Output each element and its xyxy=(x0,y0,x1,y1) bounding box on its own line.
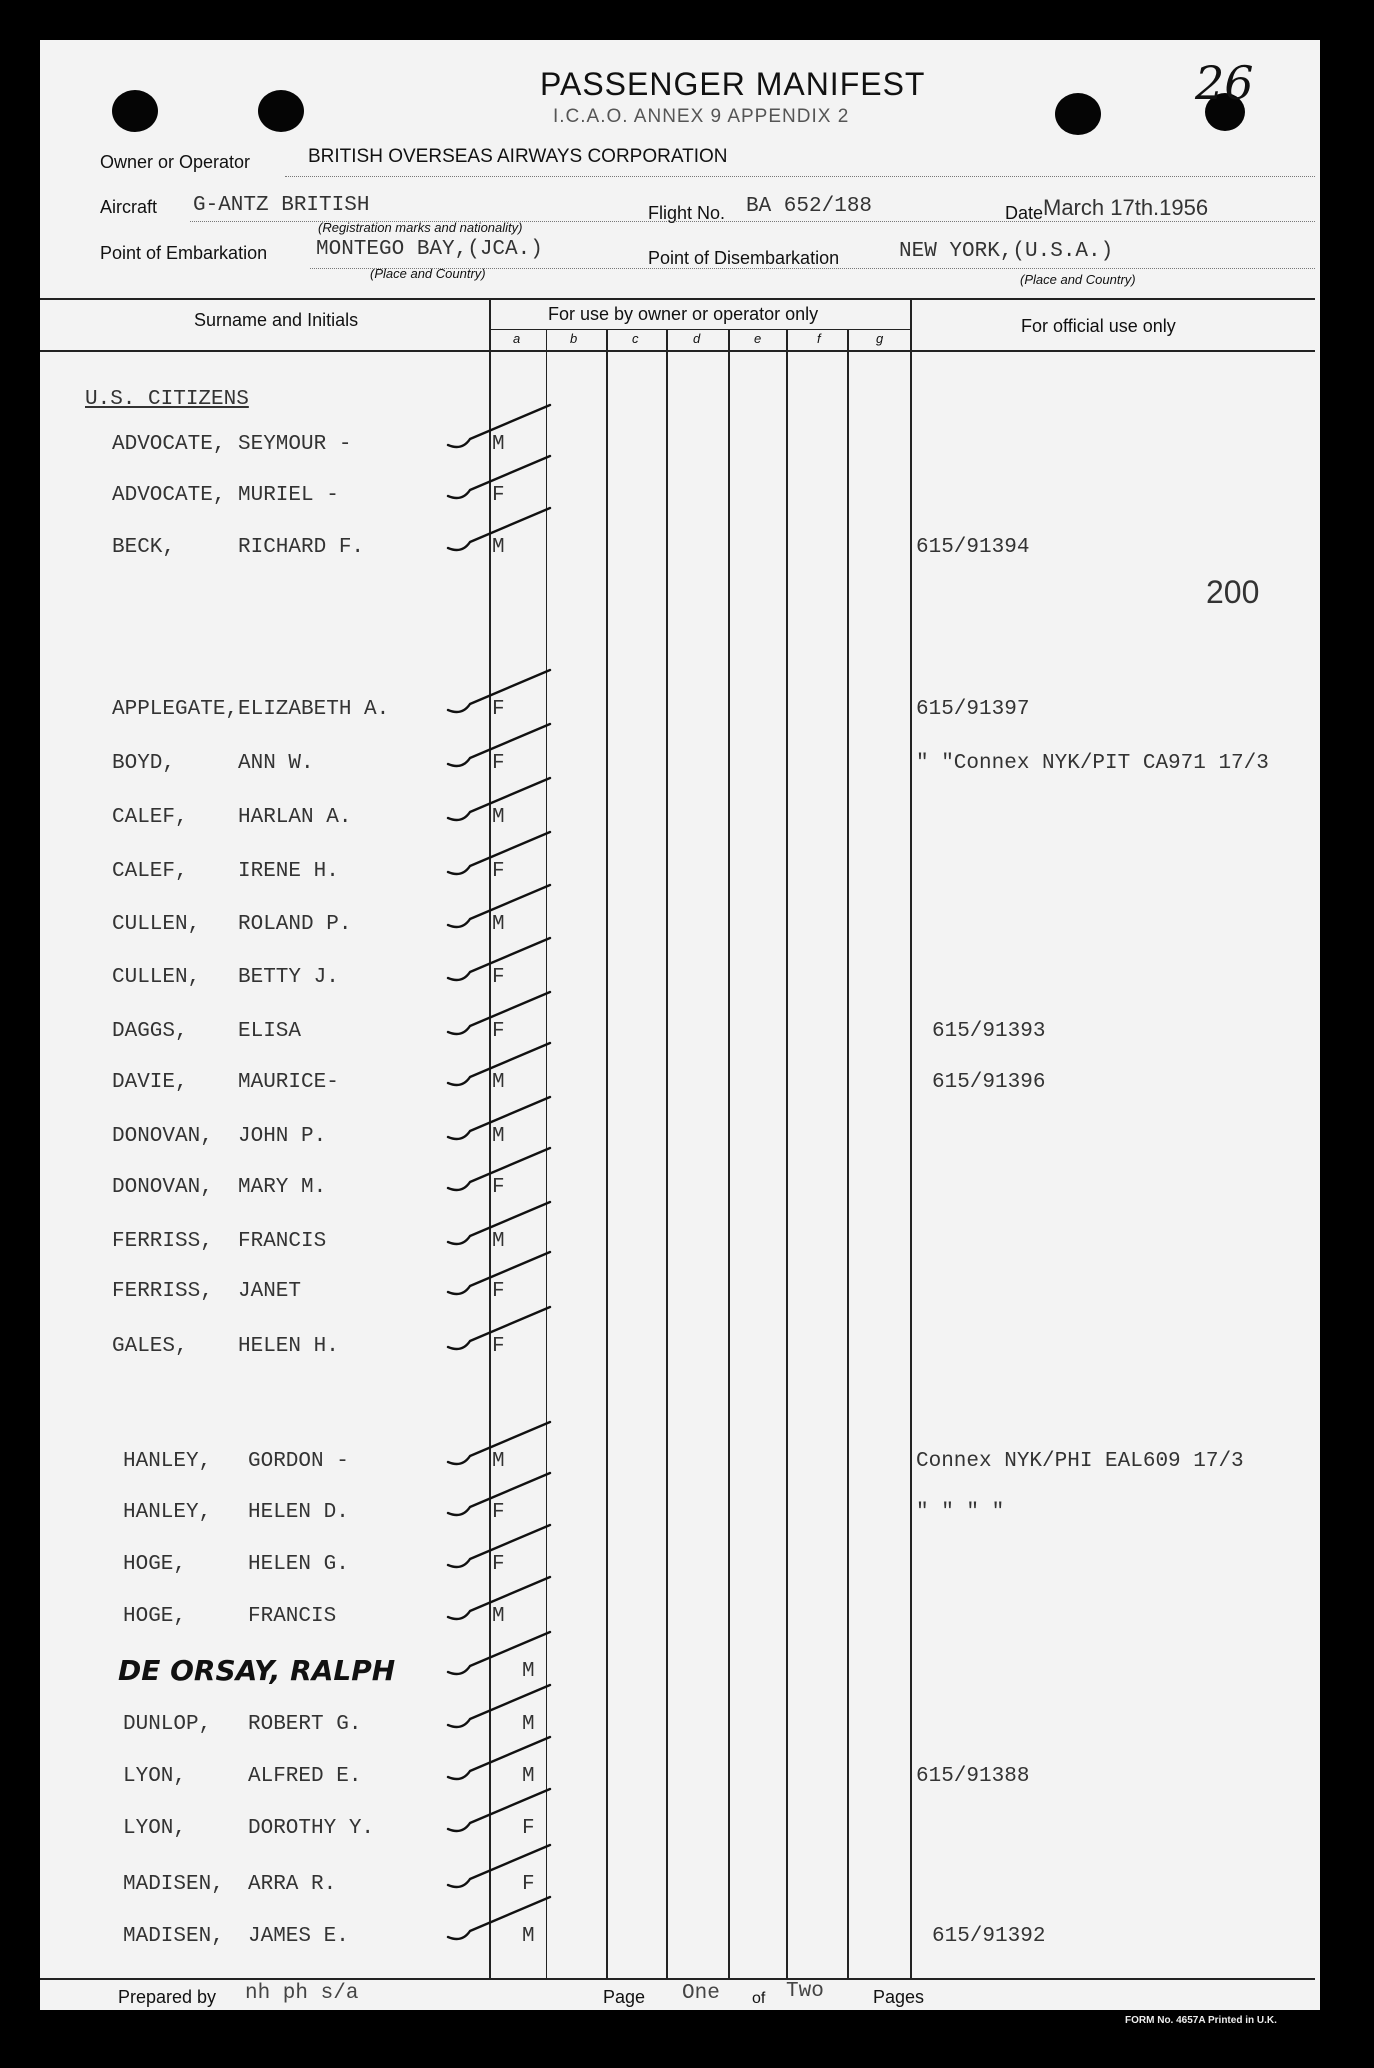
disembarkation-label: Point of Disembarkation xyxy=(648,248,840,268)
passenger-initials: ELIZABETH A. xyxy=(238,698,390,721)
aircraft-line xyxy=(190,221,1315,222)
passenger-surname: LYON, xyxy=(123,1817,187,1840)
passenger-sex: F xyxy=(522,1873,535,1896)
passenger-row xyxy=(0,806,1374,842)
passenger-sex: M xyxy=(492,1605,505,1628)
date-value: March 17th.1956 xyxy=(1043,195,1209,220)
passenger-sex: M xyxy=(492,1125,505,1148)
passenger-sex: F xyxy=(492,698,505,721)
passenger-sex: F xyxy=(492,1501,505,1524)
prepared-by-value: nh ph s/a xyxy=(245,1982,359,2005)
aircraft-value: G-ANTZ BRITISH xyxy=(193,194,370,217)
passenger-initials: ROLAND P. xyxy=(238,913,352,936)
check-mark-icon xyxy=(440,1731,560,1791)
passenger-surname: HANLEY, xyxy=(123,1501,212,1524)
check-mark-icon xyxy=(440,1467,560,1527)
passenger-surname: CALEF, xyxy=(112,806,188,829)
page-number-value: One xyxy=(682,1982,720,2005)
punch-hole xyxy=(1055,93,1101,135)
check-mark-icon xyxy=(440,664,560,724)
passenger-initials: GORDON - xyxy=(248,1450,349,1473)
page-subtitle: I.C.A.O. ANNEX 9 APPENDIX 2 xyxy=(553,106,850,127)
check-mark-icon xyxy=(440,1783,560,1843)
punch-hole xyxy=(258,90,304,132)
passenger-initials: JAMES E. xyxy=(248,1925,349,1948)
passenger-surname: DUNLOP, xyxy=(123,1713,212,1736)
passenger-initials: SEYMOUR - xyxy=(238,433,352,456)
passenger-sex: M xyxy=(492,433,505,456)
passenger-sex: M xyxy=(492,806,505,829)
passenger-sex: M xyxy=(492,1450,505,1473)
check-mark-icon xyxy=(440,1037,560,1097)
passenger-row xyxy=(0,1605,1374,1641)
check-mark-icon xyxy=(440,772,560,832)
passenger-sex: F xyxy=(492,1280,505,1303)
passenger-sex: M xyxy=(522,1660,535,1683)
passenger-sex: M xyxy=(522,1713,535,1736)
subcolumn-letter: g xyxy=(876,331,884,346)
owner-value: BRITISH OVERSEAS AIRWAYS CORPORATION xyxy=(308,146,728,167)
passenger-initials: JANET xyxy=(238,1280,302,1303)
check-mark-icon xyxy=(440,718,560,778)
official-note: 615/91393 xyxy=(932,1020,1046,1043)
disembarkation-value: NEW YORK,(U.S.A.) xyxy=(899,240,1114,263)
passenger-surname: CALEF, xyxy=(112,860,188,883)
passenger-sex: F xyxy=(492,484,505,507)
passenger-surname: FERRISS, xyxy=(112,1280,213,1303)
passenger-row xyxy=(0,1450,1374,1486)
official-note: Connex NYK/PHI EAL609 17/3 xyxy=(916,1450,1244,1473)
passenger-row xyxy=(0,1071,1374,1107)
subcolumn-letter: b xyxy=(570,331,578,346)
passenger-row xyxy=(0,1654,1374,1696)
passenger-row xyxy=(0,1765,1374,1801)
passenger-surname: ADVOCATE, xyxy=(112,484,226,507)
passenger-row xyxy=(0,860,1374,896)
passenger-initials: FRANCIS xyxy=(248,1605,337,1628)
passenger-surname: DE ORSAY, RALPH xyxy=(118,1654,396,1687)
check-mark-icon xyxy=(440,1839,560,1899)
check-mark-icon xyxy=(440,450,560,510)
official-use-column-header: For official use only xyxy=(1021,316,1176,336)
disembarkation-note: (Place and Country) xyxy=(1020,272,1136,287)
passenger-row xyxy=(0,966,1374,1002)
passenger-initials: ELISA xyxy=(238,1020,302,1043)
passenger-row xyxy=(0,1335,1374,1371)
passenger-sex: F xyxy=(522,1817,535,1840)
passenger-row xyxy=(0,1553,1374,1589)
flight-value: BA 652/188 xyxy=(746,195,873,218)
passenger-surname: HOGE, xyxy=(123,1553,187,1576)
passenger-initials: MARY M. xyxy=(238,1176,327,1199)
passenger-row xyxy=(0,484,1374,520)
passenger-surname: APPLEGATE, xyxy=(112,698,239,721)
passenger-surname: FERRISS, xyxy=(112,1230,213,1253)
check-mark-icon xyxy=(440,1519,560,1579)
embarkation-value: MONTEGO BAY,(JCA.) xyxy=(316,238,543,261)
check-mark-icon xyxy=(440,502,560,562)
passenger-sex: F xyxy=(492,1553,505,1576)
passenger-surname: HOGE, xyxy=(123,1605,187,1628)
passenger-surname: CULLEN, xyxy=(112,913,201,936)
check-mark-icon xyxy=(440,1571,560,1631)
of-label: of xyxy=(752,1990,766,2007)
passenger-initials: MURIEL - xyxy=(238,484,339,507)
owner-line xyxy=(285,176,1315,177)
handwritten-page-mark: 26 xyxy=(1195,56,1254,110)
passenger-surname: ADVOCATE, xyxy=(112,433,226,456)
pages-label: Pages xyxy=(873,1987,925,2007)
table-bottom-rule xyxy=(40,1978,1315,1980)
passenger-row xyxy=(0,1925,1374,1961)
official-note: 615/91396 xyxy=(932,1071,1046,1094)
subcolumn-letter: d xyxy=(693,331,701,346)
passenger-surname: CULLEN, xyxy=(112,966,201,989)
check-mark-icon xyxy=(440,1679,560,1739)
check-mark-icon xyxy=(440,1142,560,1202)
surname-column-header: Surname and Initials xyxy=(194,310,359,330)
passenger-row xyxy=(0,536,1374,572)
passenger-sex: F xyxy=(492,752,505,775)
passenger-row xyxy=(0,1176,1374,1212)
passenger-initials: HELEN G. xyxy=(248,1553,349,1576)
passenger-row xyxy=(0,1817,1374,1853)
passenger-initials: HELEN H. xyxy=(238,1335,339,1358)
passenger-sex: M xyxy=(522,1765,535,1788)
subcolumn-letter: e xyxy=(754,331,762,346)
passenger-sex: M xyxy=(492,536,505,559)
passenger-initials: HELEN D. xyxy=(248,1501,349,1524)
passenger-initials: DOROTHY Y. xyxy=(248,1817,375,1840)
passenger-row xyxy=(0,1873,1374,1909)
passenger-surname: HANLEY, xyxy=(123,1450,212,1473)
passenger-initials: BETTY J. xyxy=(238,966,339,989)
passenger-sex: M xyxy=(492,1071,505,1094)
official-note: " "Connex NYK/PIT CA971 17/3 xyxy=(916,752,1269,775)
passenger-initials: ROBERT G. xyxy=(248,1713,362,1736)
owner-use-column-header: For use by owner or operator only xyxy=(548,304,819,324)
embarkation-line xyxy=(310,268,1315,269)
passenger-sex: F xyxy=(492,1020,505,1043)
passenger-initials: ALFRED E. xyxy=(248,1765,362,1788)
prepared-by-label: Prepared by xyxy=(118,1987,217,2007)
passenger-row xyxy=(0,1280,1374,1316)
passenger-initials: IRENE H. xyxy=(238,860,339,883)
passenger-surname: MADISEN, xyxy=(123,1925,224,1948)
passenger-row xyxy=(0,1230,1374,1266)
page-title: PASSENGER MANIFEST xyxy=(540,66,926,102)
passenger-row xyxy=(0,1713,1374,1749)
passenger-initials: MAURICE- xyxy=(238,1071,339,1094)
check-mark-icon xyxy=(440,932,560,992)
passenger-sex: F xyxy=(492,1335,505,1358)
stamp-number: 200 xyxy=(1206,574,1260,610)
flight-label: Flight No. xyxy=(648,203,726,223)
table-top-rule xyxy=(40,298,1315,300)
passenger-initials: FRANCIS xyxy=(238,1230,327,1253)
passenger-row xyxy=(0,913,1374,949)
passenger-initials: RICHARD F. xyxy=(238,536,365,559)
official-note: 615/91388 xyxy=(916,1765,1030,1788)
passenger-sex: F xyxy=(492,860,505,883)
passenger-surname: BOYD, xyxy=(112,752,176,775)
passenger-row xyxy=(0,752,1374,788)
page-total-value: Two xyxy=(786,1980,824,2003)
passenger-initials: ANN W. xyxy=(238,752,314,775)
check-mark-icon xyxy=(440,1301,560,1361)
check-mark-icon xyxy=(440,826,560,886)
embarkation-note: (Place and Country) xyxy=(370,266,486,281)
passenger-row xyxy=(0,1501,1374,1537)
official-note: 615/91397 xyxy=(916,698,1030,721)
passenger-surname: LYON, xyxy=(123,1765,187,1788)
embarkation-label: Point of Embarkation xyxy=(100,243,268,263)
passenger-row xyxy=(0,1020,1374,1056)
passenger-surname: GALES, xyxy=(112,1335,188,1358)
subcolumn-letter: c xyxy=(632,331,639,346)
section-label: U.S. CITIZENS xyxy=(85,388,249,411)
passenger-sex: M xyxy=(492,1230,505,1253)
subcolumn-letter: a xyxy=(513,331,521,346)
subcolumn-letter: f xyxy=(817,331,821,346)
official-note: 615/91392 xyxy=(932,1925,1046,1948)
owner-label: Owner or Operator xyxy=(100,152,251,172)
check-mark-icon xyxy=(440,1626,560,1686)
passenger-initials: HARLAN A. xyxy=(238,806,352,829)
passenger-surname: DONOVAN, xyxy=(112,1176,213,1199)
passenger-initials: JOHN P. xyxy=(238,1125,327,1148)
passenger-row xyxy=(0,1125,1374,1161)
passenger-row xyxy=(0,698,1374,734)
official-note: 615/91394 xyxy=(916,536,1030,559)
check-mark-icon xyxy=(440,1246,560,1306)
page-label: Page xyxy=(603,1987,646,2007)
punch-hole xyxy=(112,90,158,132)
passenger-surname: DAGGS, xyxy=(112,1020,188,1043)
passenger-surname: DONOVAN, xyxy=(112,1125,213,1148)
passenger-initials: ARRA R. xyxy=(248,1873,337,1896)
check-mark-icon xyxy=(440,1891,560,1951)
passenger-surname: DAVIE, xyxy=(112,1071,188,1094)
form-number: FORM No. 4657A Printed in U.K. xyxy=(1125,2015,1277,2026)
passenger-sex: F xyxy=(492,966,505,989)
passenger-sex: M xyxy=(522,1925,535,1948)
aircraft-note: (Registration marks and nationality) xyxy=(318,220,523,235)
passenger-surname: BECK, xyxy=(112,536,176,559)
passenger-sex: M xyxy=(492,913,505,936)
aircraft-label: Aircraft xyxy=(100,197,158,217)
passenger-row xyxy=(0,433,1374,469)
passenger-sex: F xyxy=(492,1176,505,1199)
official-note: " " " " xyxy=(916,1501,1005,1524)
check-mark-icon xyxy=(440,879,560,939)
passenger-surname: MADISEN, xyxy=(123,1873,224,1896)
table-header-rule xyxy=(40,350,1315,352)
date-label: Date xyxy=(1005,203,1044,223)
